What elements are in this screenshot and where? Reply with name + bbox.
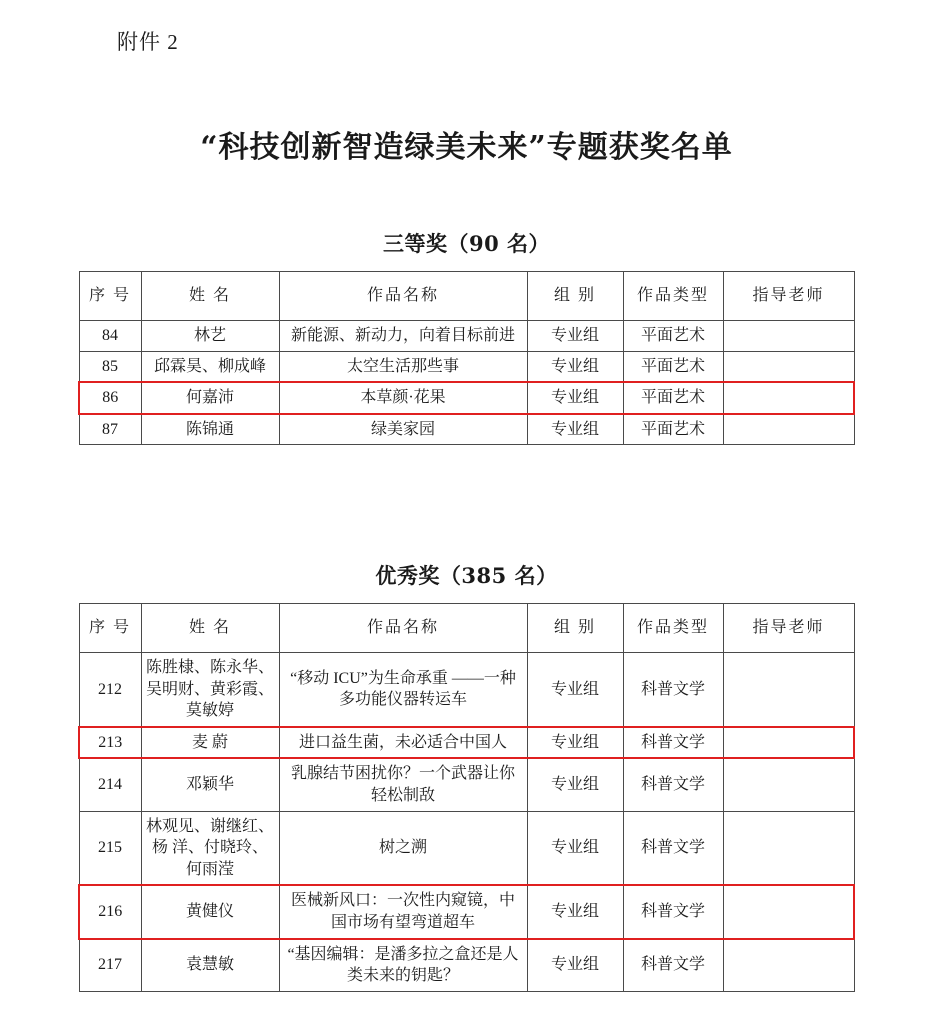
cell-work: 树之溯: [279, 811, 527, 885]
table-row: [79, 382, 854, 414]
table-row: [79, 811, 854, 885]
cell-group: 专业组: [527, 758, 623, 811]
cell-work: 新能源、新动力，向着目标前进: [279, 321, 527, 352]
page-title: “科技创新智造绿美未来”专题获奖名单: [200, 130, 733, 165]
cell-no: 87: [79, 414, 141, 445]
table-row: [79, 758, 854, 811]
cell-work: 进口益生菌，未必适合中国人: [279, 727, 527, 759]
cell-mentor: [723, 321, 854, 352]
award-section-excellence-prize: [0, 560, 933, 992]
cell-group: 专业组: [527, 727, 623, 759]
cell-mentor: [723, 414, 854, 445]
cell-type: 科普文学: [623, 653, 723, 727]
cell-type: 科普文学: [623, 811, 723, 885]
cell-group: 专业组: [527, 382, 623, 414]
cell-no: 86: [79, 382, 141, 414]
award-table-wrapper: [0, 271, 933, 445]
table-row: [79, 653, 854, 727]
cell-no: 213: [79, 727, 141, 759]
cell-type: 科普文学: [623, 727, 723, 759]
cell-name: 邱霖昊、柳成峰: [141, 351, 279, 382]
cell-group: 专业组: [527, 321, 623, 352]
cell-work: 绿美家园: [279, 414, 527, 445]
cell-name: 陈锦通: [141, 414, 279, 445]
cell-group: 专业组: [527, 414, 623, 445]
column-header-name: 姓 名: [141, 604, 279, 653]
cell-group: 专业组: [527, 351, 623, 382]
column-header-no: 序 号: [79, 272, 141, 321]
cell-no: 85: [79, 351, 141, 382]
cell-mentor: [723, 351, 854, 382]
column-header-type: 作品类型: [623, 604, 723, 653]
cell-type: 科普文学: [623, 758, 723, 811]
table-row: [79, 351, 854, 382]
column-header-group: 组 别: [527, 604, 623, 653]
column-header-work: 作品名称: [279, 604, 527, 653]
cell-type: 平面艺术: [623, 351, 723, 382]
cell-type: 科普文学: [623, 885, 723, 938]
cell-name: 林观见、谢继红、杨 洋、付晓玲、何雨滢: [141, 811, 279, 885]
cell-work: “移动 ICU”为生命承重 ——一种多功能仪器转运车: [279, 653, 527, 727]
cell-type: 平面艺术: [623, 414, 723, 445]
cell-mentor: [723, 653, 854, 727]
cell-type: 科普文学: [623, 939, 723, 992]
cell-name: 陈胜棣、陈永华、吴明财、黄彩霞、莫敏婷: [141, 653, 279, 727]
cell-no: 217: [79, 939, 141, 992]
column-header-type: 作品类型: [623, 272, 723, 321]
cell-work: 太空生活那些事: [279, 351, 527, 382]
cell-work: 乳腺结节困扰你？一个武器让你轻松制敌: [279, 758, 527, 811]
cell-name: 黄健仪: [141, 885, 279, 938]
column-header-group: 组 别: [527, 272, 623, 321]
cell-name: 麦 蔚: [141, 727, 279, 759]
column-header-mentor: 指导老师: [723, 604, 854, 653]
cell-no: 215: [79, 811, 141, 885]
cell-group: 专业组: [527, 939, 623, 992]
cell-mentor: [723, 382, 854, 414]
table-row: [79, 939, 854, 992]
cell-mentor: [723, 939, 854, 992]
column-header-work: 作品名称: [279, 272, 527, 321]
cell-no: 212: [79, 653, 141, 727]
award-table: [78, 603, 855, 992]
section-heading: 优秀奖（385 名）: [375, 563, 558, 588]
cell-name: 林艺: [141, 321, 279, 352]
cell-mentor: [723, 758, 854, 811]
cell-group: 专业组: [527, 885, 623, 938]
cell-no: 216: [79, 885, 141, 938]
award-section-third-prize: [0, 228, 933, 445]
table-row: [79, 414, 854, 445]
cell-name: 邓颖华: [141, 758, 279, 811]
cell-no: 214: [79, 758, 141, 811]
column-header-name: 姓 名: [141, 272, 279, 321]
table-row: [79, 885, 854, 938]
award-table-wrapper: [0, 603, 933, 992]
cell-work: “基因编辑：是潘多拉之盒还是人类未来的钥匙？: [279, 939, 527, 992]
cell-group: 专业组: [527, 653, 623, 727]
cell-no: 84: [79, 321, 141, 352]
table-header-row: [79, 272, 854, 321]
attachment-label: 附件 2: [117, 30, 179, 54]
cell-type: 平面艺术: [623, 321, 723, 352]
cell-mentor: [723, 811, 854, 885]
cell-name: 袁慧敏: [141, 939, 279, 992]
cell-group: 专业组: [527, 811, 623, 885]
award-table: [78, 271, 855, 445]
table-header-row: [79, 604, 854, 653]
column-header-no: 序 号: [79, 604, 141, 653]
table-row: [79, 321, 854, 352]
section-heading: 三等奖（90 名）: [382, 231, 551, 256]
column-header-mentor: 指导老师: [723, 272, 854, 321]
cell-type: 平面艺术: [623, 382, 723, 414]
cell-mentor: [723, 727, 854, 759]
cell-work: 医械新风口：一次性内窥镜，中国市场有望弯道超车: [279, 885, 527, 938]
table-row: [79, 727, 854, 759]
cell-work: 本草颜·花果: [279, 382, 527, 414]
cell-name: 何嘉沛: [141, 382, 279, 414]
cell-mentor: [723, 885, 854, 938]
